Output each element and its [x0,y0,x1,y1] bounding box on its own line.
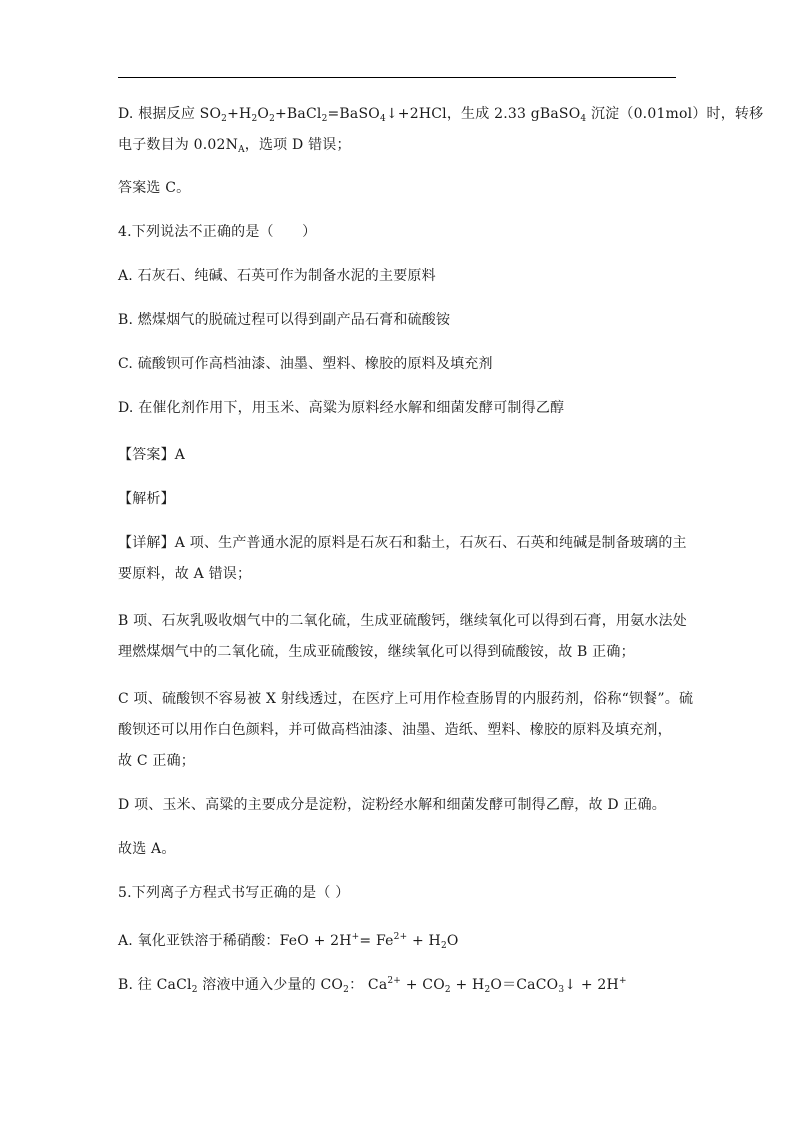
text-run: ↓+2HCl，生成 2.33 gBaSO [385,106,581,122]
text-line [118,104,763,129]
text-run: ，选项 D 错误； [244,137,351,153]
text-run: D. 在催化剂作用下，用玉米、高粱为原料经水解和细菌发酵可制得乙醇 [118,400,565,416]
text-line [118,398,564,418]
text-run: C 项、硫酸钡不容易被 X 射线透过，在医疗上可用作检查肠胃的内服药剂，俗称“钡餐”。硫 [118,691,694,707]
text-line [118,689,693,709]
superscript: 2+ [393,932,408,942]
text-line [118,927,459,956]
subscript: 2 [343,985,350,995]
subscript: 3 [558,985,565,995]
text-line [118,445,185,465]
subscript: 2 [444,985,451,995]
subscript: 4 [580,114,587,124]
text-line [118,611,687,631]
text-run: 电子数目为 0.02N [118,137,239,153]
text-run: + H [450,977,485,993]
text-line [118,533,687,553]
subscript: 4 [379,114,386,124]
text-run: 【答案】A [118,447,186,463]
text-run: 故选 A。 [118,841,176,857]
text-line [118,751,195,771]
text-run: 5.下列离子方程式书写正确的是（ ） [118,885,350,901]
text-run: ↓ + 2H [564,977,619,993]
text-run: B. 往 CaCl [118,977,192,993]
text-run: B. 燃煤烟气的脱硫过程可以得到副产品石膏和硫酸铵 [118,312,451,328]
text-run: O [257,106,270,122]
text-line [118,489,175,509]
text-run: 【详解】A 项、生产普通水泥的原料是石灰石和黏土，石灰石、石英和纯碱是制备玻璃的主 [118,535,687,551]
subscript: 2 [221,114,228,124]
superscript: + [351,932,360,942]
text-run: 要原料，故 A 错误； [118,566,252,582]
text-run: 【解析】 [118,491,175,507]
superscript: 2+ [387,976,402,986]
text-run: 答案选 C。 [118,180,191,196]
text-run: B 项、石灰乳吸收烟气中的二氧化硫，生成亚硫酸钙，继续氧化可以得到石膏，用氨水法处 [118,613,687,629]
subscript: 2 [321,114,328,124]
text-line [118,310,450,330]
text-run: O [446,933,459,949]
subscript: A [238,145,245,155]
text-run: =BaSO [327,106,380,122]
header-rule [118,77,676,78]
text-run: 故 C 正确； [118,753,196,769]
text-run: A. 氧化亚铁溶于稀硝酸：FeO + 2H [118,933,352,949]
text-run: ： Ca [349,977,388,993]
text-run: 溶液中通入少量的 CO [197,977,344,993]
text-run: 沉淀（0.01mol）时，转移 [586,106,764,122]
text-run: D. 根据反应 SO [118,106,222,122]
subscript: 2 [191,985,198,995]
subscript: 2 [269,114,275,124]
text-line [118,564,251,584]
superscript: + [618,976,627,986]
text-line [118,266,436,286]
text-line [118,135,351,160]
text-line [118,971,627,1000]
subscript: 2 [484,985,491,995]
text-line [118,883,349,903]
text-run: +H [227,106,252,122]
subscript: 2 [251,114,258,124]
text-run: 4.下列说法不正确的是（ ） [118,224,317,240]
text-run: + CO [401,977,445,993]
text-run: O＝CaCO [490,977,559,993]
text-run: A. 石灰石、纯碱、石英可作为制备水泥的主要原料 [118,268,436,284]
text-run: 酸钡还可以用作白色颜料，并可做高档油漆、油墨、造纸、塑料、橡胶的原料及填充剂， [118,722,672,738]
text-run: = Fe [359,933,394,949]
text-run: +BaCl [275,106,322,122]
text-line [118,839,176,859]
text-line [118,354,493,374]
text-run: C. 硫酸钡可作高档油漆、油墨、塑料、橡胶的原料及填充剂 [118,356,493,372]
text-line [118,178,190,198]
text-run: D 项、玉米、高粱的主要成分是淀粉，淀粉经水解和细菌发酵可制得乙醇，故 D 正确。 [118,797,666,813]
text-line [118,642,635,662]
text-run: 理燃煤烟气中的二氧化硫，生成亚硫酸铵，继续氧化可以得到硫酸铵，故 B 正确； [118,644,635,660]
text-run: + H [407,933,441,949]
text-line [118,222,316,242]
text-line [118,720,672,740]
subscript: 2 [440,941,447,951]
text-line [118,795,666,815]
